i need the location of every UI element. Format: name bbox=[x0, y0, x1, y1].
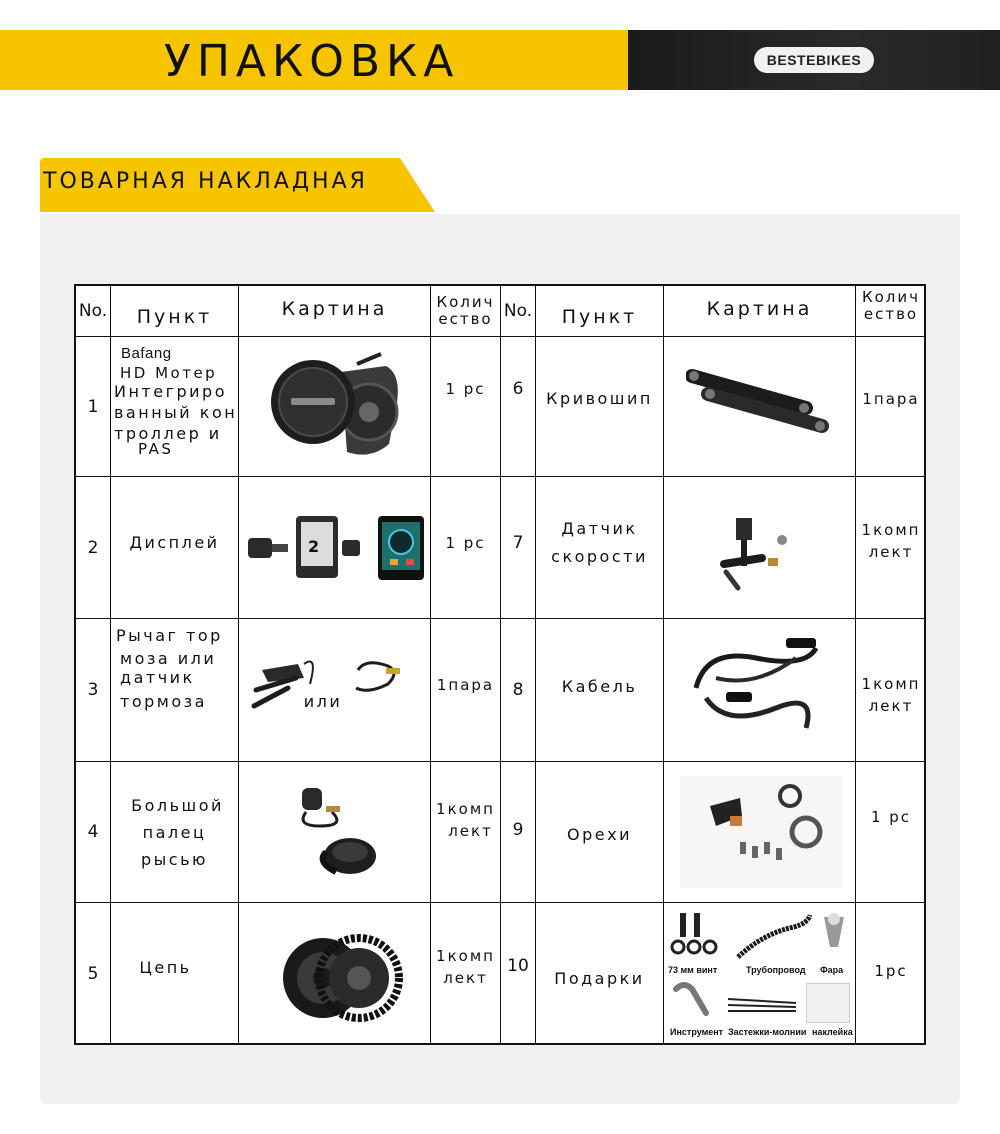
gifts-image bbox=[664, 903, 855, 1045]
row-1-quantity: 1 pc bbox=[445, 379, 486, 398]
header-banner bbox=[0, 30, 1000, 90]
row-8-no: 8 bbox=[512, 680, 524, 700]
row-8-quantity-line1: 1комп bbox=[861, 675, 921, 693]
row-7-name-line2: скорости bbox=[551, 546, 648, 566]
section-title: ТОВАРНАЯ НАКЛАДНАЯ bbox=[43, 169, 368, 194]
row-5-no: 5 bbox=[87, 964, 99, 984]
row-3-item bbox=[114, 626, 238, 716]
row-4-quantity bbox=[431, 762, 500, 902]
row-1-name-line5: PAS bbox=[138, 440, 174, 458]
cable-harness-image bbox=[686, 628, 831, 740]
gift-tool-caption: Инструмент bbox=[670, 1027, 724, 1037]
row-2-quantity: 1 pc bbox=[445, 533, 486, 552]
row-1-name-line1: HD Мотер bbox=[120, 364, 218, 382]
row-5-quantity bbox=[431, 903, 500, 1045]
row-4-name-line2: палец bbox=[142, 822, 207, 842]
sticker-image bbox=[806, 983, 850, 1023]
row-10-quantity: 1pc bbox=[874, 962, 908, 980]
header-quantity bbox=[431, 288, 500, 334]
row-7-no: 7 bbox=[512, 532, 524, 553]
row-1-name-line3: ванный кон bbox=[114, 403, 238, 422]
row-8-quantity bbox=[856, 619, 926, 761]
row-3-name-line2: моза или bbox=[120, 649, 217, 668]
header-picture: Картина bbox=[281, 298, 388, 320]
row-4-quantity-line1: 1комп bbox=[436, 800, 495, 818]
gift-lamp-caption: Фара bbox=[820, 965, 844, 975]
row-8-item: Кабель bbox=[561, 677, 638, 696]
header-item: Пункт bbox=[136, 306, 213, 328]
row-4-name-line1: Большой bbox=[131, 795, 224, 815]
row-9-quantity: 1 pc bbox=[870, 808, 912, 826]
crank-arms-image bbox=[686, 364, 836, 439]
row-1-name-line4: троллер и bbox=[114, 424, 222, 443]
row-10-no: 10 bbox=[507, 956, 529, 976]
packing-list-table bbox=[74, 284, 926, 1045]
row-6-quantity: 1пара bbox=[862, 389, 920, 408]
row-2-item: Дисплей bbox=[129, 532, 220, 552]
row-3-no: 3 bbox=[87, 680, 99, 700]
page-title: УПАКОВКА bbox=[164, 36, 460, 87]
row-8-quantity-line2: лект bbox=[868, 697, 914, 715]
row-6-item: Кривошип bbox=[546, 388, 653, 408]
row-7-quantity bbox=[856, 477, 926, 618]
row-1-item bbox=[114, 344, 238, 474]
display-image bbox=[244, 514, 429, 582]
mid-drive-motor-image bbox=[261, 352, 411, 464]
speed-sensor-image bbox=[716, 514, 806, 598]
header-no-right: No. bbox=[503, 301, 533, 321]
row-7-name-line1: Датчик bbox=[561, 518, 638, 538]
header-quantity-line1: Колич bbox=[861, 288, 921, 306]
bolt-image bbox=[670, 913, 718, 959]
row-1-name-line2: Интегриро bbox=[114, 382, 227, 401]
row-1-no: 1 bbox=[87, 396, 99, 417]
col-divider bbox=[238, 286, 239, 1043]
header-no: No. bbox=[78, 301, 108, 321]
row-2-no: 2 bbox=[87, 537, 99, 558]
row-3-quantity: 1пара bbox=[436, 676, 495, 694]
header-quantity-line1: Колич bbox=[436, 293, 495, 311]
row-5-quantity-line2: лект bbox=[443, 969, 488, 987]
thumb-throttle-image bbox=[286, 782, 396, 880]
gift-sticker-caption: наклейка bbox=[812, 1027, 853, 1037]
svg-text:2: 2 bbox=[308, 537, 320, 556]
header-quantity-right bbox=[856, 286, 926, 326]
nuts-kit-image bbox=[680, 776, 842, 888]
header-quantity-line2: ество bbox=[863, 305, 919, 323]
row-divider bbox=[76, 618, 924, 619]
row-7-quantity-line1: 1комп bbox=[861, 520, 921, 539]
row-7-quantity-line2: лект bbox=[868, 542, 914, 561]
header-quantity-line2: ество bbox=[438, 310, 493, 328]
row-4-name-line3: рысью bbox=[141, 849, 208, 869]
row-9-no: 9 bbox=[512, 820, 524, 840]
row-4-quantity-line2: лект bbox=[448, 822, 493, 840]
header-item-right: Пункт bbox=[561, 306, 638, 328]
zip-ties-image bbox=[726, 991, 798, 1021]
row-6-no: 6 bbox=[512, 378, 524, 399]
tool-image bbox=[670, 981, 714, 1025]
row-5-quantity-line1: 1комп bbox=[436, 947, 495, 965]
row-9-item: Орехи bbox=[567, 825, 632, 844]
chainring-image bbox=[279, 922, 403, 1026]
row-4-no: 4 bbox=[87, 822, 99, 842]
row-1-brand: Bafang bbox=[121, 345, 172, 362]
row-4-item bbox=[111, 762, 238, 902]
row-3-name-line1: Рычаг тор bbox=[116, 626, 223, 645]
gift-tube-caption: Трубопровод bbox=[746, 965, 806, 975]
row-3-name-line4: тормоза bbox=[120, 692, 207, 711]
row-10-item: Подарки bbox=[554, 969, 645, 988]
row-3-name-line3: датчик bbox=[120, 668, 195, 687]
section-tag bbox=[40, 158, 435, 212]
gift-zip-caption: Застежки-молнии bbox=[728, 1027, 807, 1037]
row-5-item: Цепь bbox=[139, 958, 192, 977]
row-7-item bbox=[536, 477, 663, 618]
tube-image bbox=[734, 913, 812, 963]
header-picture-right: Картина bbox=[706, 298, 813, 320]
gift-bolt-caption: 73 мм винт bbox=[668, 965, 718, 975]
row-3-picture-or: или bbox=[303, 692, 343, 711]
brand-logo: BESTEBIKES bbox=[754, 47, 874, 73]
lamp-image bbox=[820, 907, 848, 961]
